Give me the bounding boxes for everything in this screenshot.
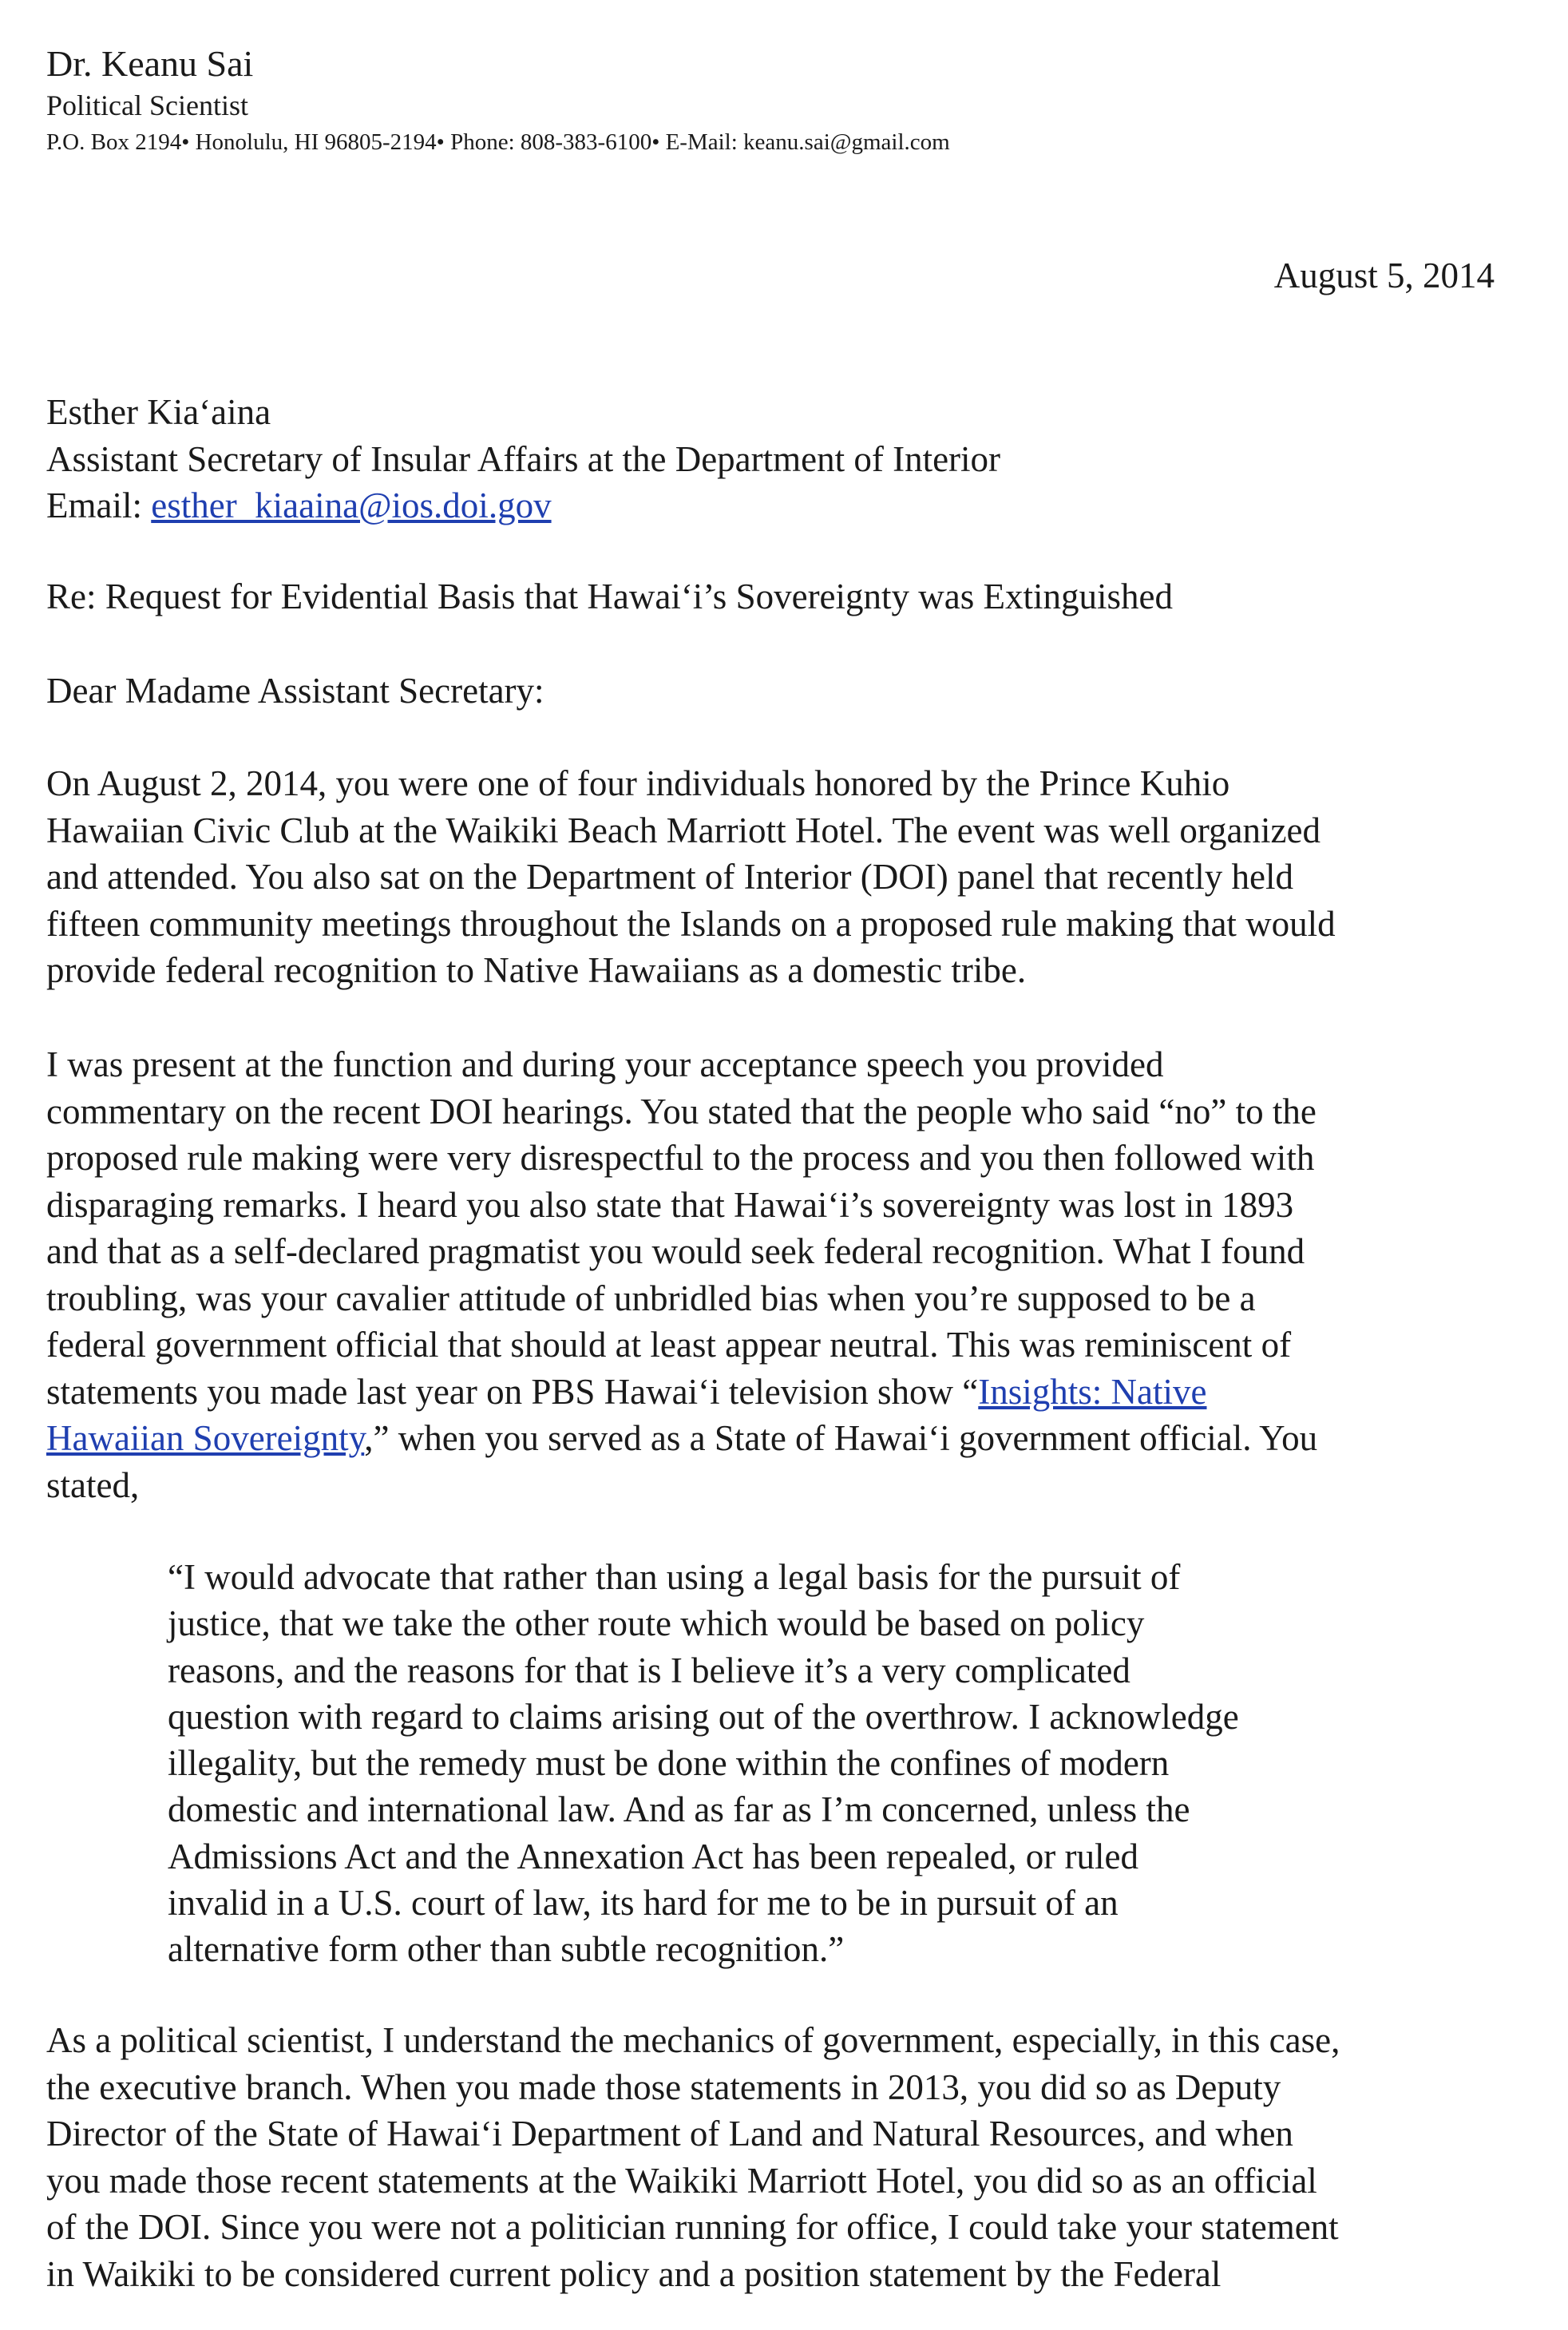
paragraph-line: commentary on the recent DOI hearings. You stated that the people who said “no” to the (46, 1091, 1317, 1131)
paragraph-line: and attended. You also sat on the Department of Interior (DOI) panel that recently held (46, 857, 1294, 897)
paragraph-line: Director of the State of Hawai‘i Department of Land and Natural Resources, and when (46, 2114, 1293, 2154)
paragraph-line: I was present at the function and during your acceptance speech you provided (46, 1044, 1164, 1084)
paragraph-line: proposed rule making were very disrespectful to the process and you then followed with (46, 1138, 1315, 1178)
text-after-link: ,” when you served as a State of Hawai‘i government official. You (364, 1418, 1318, 1458)
paragraph-line: Hawaiian Civic Club at the Waikiki Beach Marriott Hotel. The event was well organized (46, 810, 1321, 850)
quote-line: invalid in a U.S. court of law, its hard for me to be in pursuit of an (168, 1883, 1119, 1924)
paragraph-line: federal government official that should at least appear neutral. This was reminiscent of (46, 1325, 1292, 1365)
insights-video-link[interactable]: Insights: Native (978, 1371, 1207, 1412)
recipient-email-line (46, 482, 1515, 529)
paragraph-line: On August 2, 2014, you were one of four individuals honored by the Prince Kuhio (46, 763, 1230, 803)
quote-line: domestic and international law. And as far as I’m concerned, unless the (168, 1789, 1190, 1830)
insights-video-link-continued[interactable]: Hawaiian Sovereignty (46, 1418, 365, 1458)
recipient-name: Esther Kia‘aina (46, 392, 271, 432)
subject-text: Re: Request for Evidential Basis that Hawai‘i’s Sovereignty was Extinguished (46, 577, 1173, 616)
recipient-email-link[interactable]: esther_kiaaina@ios.doi.gov (151, 485, 552, 525)
paragraph-line: of the DOI. Since you were not a politician running for office, I could take your statement (46, 2207, 1339, 2247)
block-quote (168, 1554, 1485, 1973)
letterhead-contact: P.O. Box 2194• Honolulu, HI 96805-2194• Phone: 808-383-6100• E-Mail: keanu.sai@gmail.com (46, 129, 950, 155)
paragraph-line: disparaging remarks. I heard you also state that Hawai‘i’s sovereignty was lost in 1893 (46, 1184, 1294, 1225)
letter-date: August 5, 2014 (1273, 256, 1495, 295)
paragraph-line: As a political scientist, I understand the mechanics of government, especially, in this case, (46, 2020, 1340, 2060)
salutation (46, 668, 1515, 715)
paragraph-3 (46, 2017, 1515, 2297)
text-before-link: statements you made last year on PBS Hawai‘i television show “ (46, 1371, 979, 1412)
salutation-text: Dear Madame Assistant Secretary: (46, 671, 544, 711)
recipient-position: Assistant Secretary of Insular Affairs at the Department of Interior (46, 438, 1001, 479)
paragraph-2 (46, 1041, 1515, 1508)
paragraph-line (46, 1369, 1515, 1416)
quote-line: justice, that we take the other route which would be based on policy (168, 1603, 1145, 1644)
paragraph-line: the executive branch. When you made those statements in 2013, you did so as Deputy (46, 2066, 1281, 2107)
subject-line (46, 573, 1515, 620)
recipient-email-label: Email: (46, 485, 152, 525)
paragraph-line (46, 1415, 1515, 1462)
paragraph-line: troubling, was your cavalier attitude of unbridled bias when you’re supposed to be a (46, 1278, 1256, 1318)
paragraph-line: provide federal recognition to Native Hawaiians as a domestic tribe. (46, 950, 1027, 990)
quote-line: “I would advocate that rather than using a legal basis for the pursuit of (168, 1557, 1181, 1597)
letterhead-title: Political Scientist (46, 89, 248, 121)
quote-line: Admissions Act and the Annexation Act has been repealed, or ruled (168, 1836, 1138, 1876)
paragraph-line: and that as a self-declared pragmatist you would seek federal recognition. What I found (46, 1231, 1305, 1271)
quote-line: reasons, and the reasons for that is I believe it’s a very complicated (168, 1650, 1130, 1690)
paragraph-1 (46, 760, 1515, 994)
quote-line: question with regard to claims arising out of the overthrow. I acknowledge (168, 1696, 1239, 1737)
letterhead-name: Dr. Keanu Sai (46, 43, 254, 84)
paragraph-line: stated, (46, 1464, 140, 1505)
paragraph-line: you made those recent statements at the Waikiki Marriott Hotel, you did so as an official (46, 2160, 1317, 2201)
recipient-block (46, 389, 1515, 529)
quote-line: alternative form other than subtle recognition.” (168, 1929, 845, 1970)
quote-line: illegality, but the remedy must be done within the confines of modern (168, 1743, 1170, 1784)
paragraph-line: fifteen community meetings throughout the Islands on a proposed rule making that would (46, 903, 1336, 944)
paragraph-line: in Waikiki to be considered current policy and a position statement by the Federal (46, 2253, 1222, 2294)
